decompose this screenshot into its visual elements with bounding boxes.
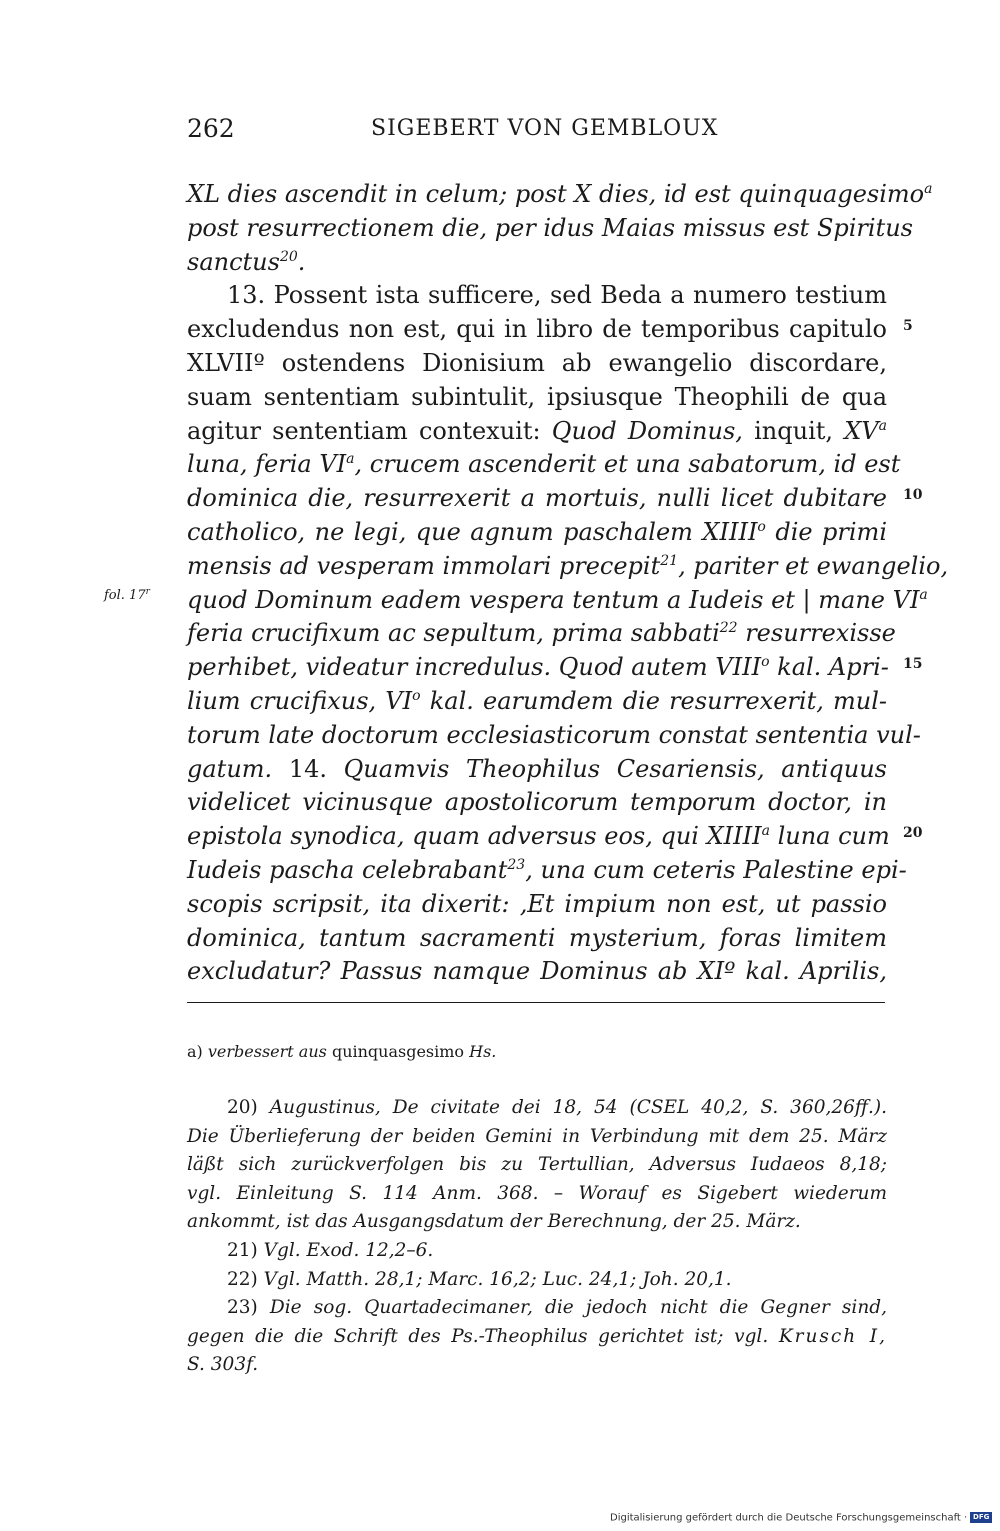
running-head — [187, 114, 887, 148]
footnote-line: gegen die die Schrift des Ps.-Theophilus gerichtet ist; vgl. Krusch I, — [187, 1325, 888, 1347]
text-line: catholico, ne legi, que agnum paschalem XIIII$^o$ die primi — [187, 517, 887, 546]
footnote-22: 22) Vgl. Matth. 28,1; Marc. 16,2; Luc. 24,1; Joh. 20,1. — [227, 1268, 732, 1290]
footnote-line: S. 303f. — [187, 1354, 259, 1376]
text-line: excludatur? Passus namque Dominus ab XIº kal. Aprilis, — [187, 957, 887, 986]
text-line: perhibet, videatur incredulus. Quod autem VIII$^o$ kal. Apri- — [187, 653, 889, 682]
footnote-divider — [187, 1002, 885, 1003]
text-line: scopis scripsit, ita dixerit: ‚Et impium non est, ut passio — [187, 889, 887, 918]
footnote-23: 23) Die sog. Quartadecimaner, die jedoch nicht die Gegner sind, — [227, 1297, 887, 1319]
folio-marker: fol. 17$^r$ — [104, 587, 150, 603]
text-line: lium crucifixus, $VI^o$ kal. earumdem die resurrexerit, mul- — [187, 686, 887, 715]
text-line: agitur sententiam contexuit: Quod Dominus, inquit, $XV^a$ — [187, 416, 887, 445]
line-number: 20 — [903, 825, 923, 841]
text-line: excludendus non est, qui in libro de temporibus capitulo — [187, 315, 887, 344]
text-line: feria crucifixum ac sepultum, prima sabbati$^{22}$ resurrexisse — [187, 619, 896, 648]
text-line: 13. Possent ista sufficere, sed Beda a numero testium — [227, 281, 887, 310]
footnote-line: ankommt, ist das Ausgangsdatum der Berechnung, der 25. März. — [187, 1211, 801, 1233]
text-line: dominica die, resurrexerit a mortuis, nulli licet dubitare — [187, 484, 887, 513]
text-line: luna, feria $VI^a$, crucem ascenderit et una sabatorum, id est — [187, 450, 901, 479]
text-line: Iudeis pascha celebrabant$^{23}$, una cum ceteris Palestine epi- — [187, 855, 907, 884]
footnote-line: Die Überlieferung der beiden Gemini in Verbindung mit dem 25. März — [187, 1125, 887, 1147]
text-line: XLVIIº ostendens Dionisium ab ewangelio discordare, — [187, 348, 887, 377]
footnote-21: 21) Vgl. Exod. 12,2–6. — [227, 1239, 434, 1261]
text-line: videlicet vicinusque apostolicorum temporum doctor, in — [187, 788, 887, 817]
running-title: SIGEBERT VON GEMBLOUX — [371, 116, 719, 141]
text-line: gatum. 14. Quamvis Theophilus Cesariensis, antiquus — [187, 754, 887, 783]
page-number: 262 — [187, 114, 235, 143]
text-line: dominica, tantum sacramenti mysterium, foras limitem — [187, 923, 887, 952]
text-line: post resurrectionem die, per idus Maias missus est Spiritus — [187, 213, 913, 242]
digitization-credit: Digitalisierung gefördert durch die Deutsche Forschungsgemeinschaft · DFG — [610, 1512, 992, 1524]
line-number: 10 — [903, 487, 923, 503]
text-line: suam sententiam subintulit, ipsiusque Theophili de qua — [187, 382, 887, 411]
text-line: sanctus$^{20}$. — [187, 247, 306, 276]
text-line: quod Dominum eadem vespera tentum a Iudeis et | mane $VI^a$ — [187, 585, 928, 614]
footnote-line: läßt sich zurückverfolgen bis zu Tertullian, Adversus Iudaeos 8,18; — [187, 1154, 887, 1176]
text-line: torum late doctorum ecclesiasticorum constat sententia vul- — [187, 720, 921, 749]
dfg-logo-badge: DFG — [970, 1512, 992, 1523]
text-line: mensis ad vesperam immolari precepit$^{21}$, pariter et ewangelio, — [187, 551, 949, 580]
text-line: XL dies ascendit in celum; post X dies, id est quinquagesimo$^a$ — [187, 180, 933, 208]
footnote-line: vgl. Einleitung S. 114 Anm. 368. – Worauf es Sigebert wiederum — [187, 1182, 887, 1204]
text-line: epistola synodica, quam adversus eos, qui XIIII$^a$ luna cum — [187, 822, 890, 851]
footnotes — [187, 1094, 887, 1380]
footnote-20: 20) Augustinus, De civitate dei 18, 54 (CSEL 40,2, S. 360,26ff.). — [227, 1097, 887, 1118]
line-number: 15 — [903, 656, 923, 672]
line-number: 5 — [903, 318, 913, 334]
apparatus-note: a) verbessert aus quinquasgesimo Hs. — [187, 1042, 497, 1061]
